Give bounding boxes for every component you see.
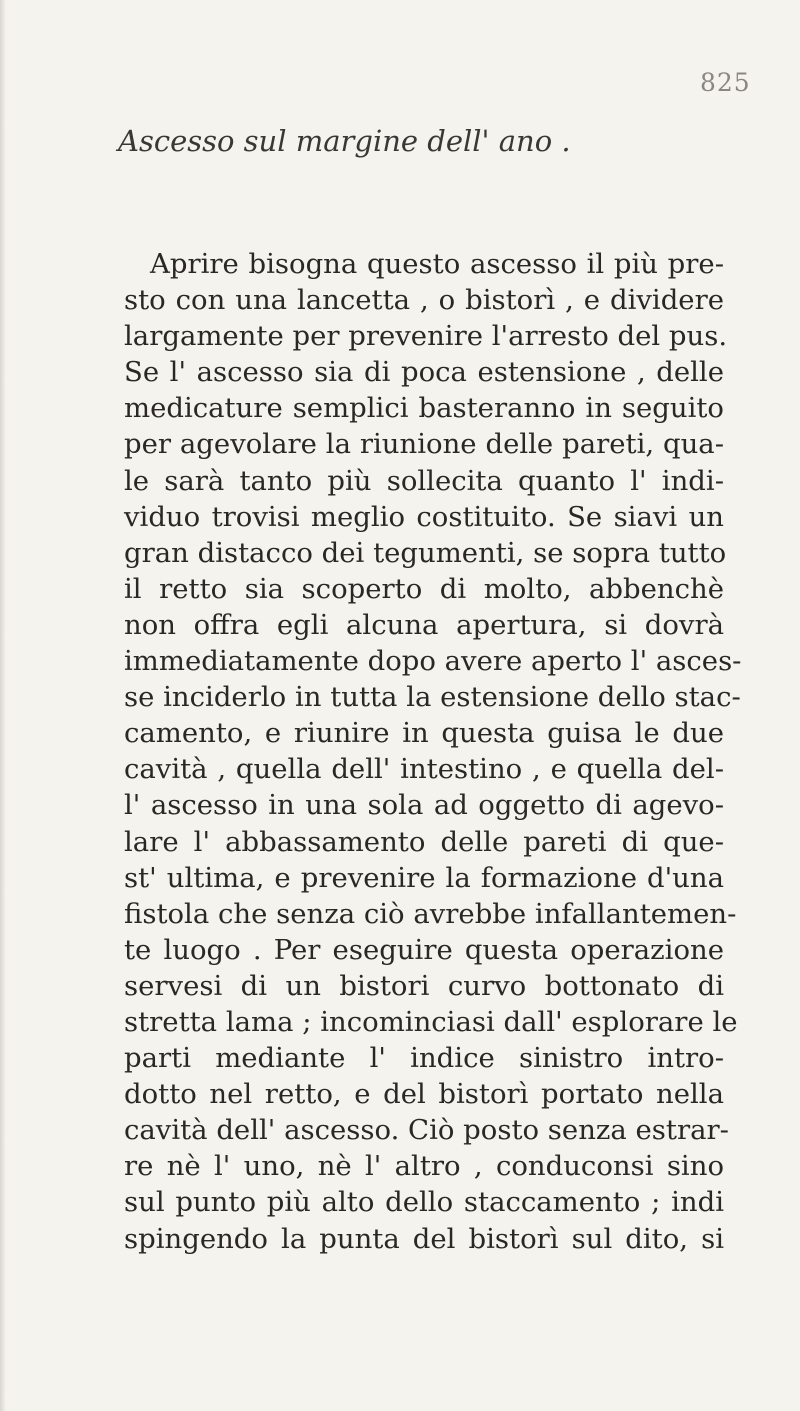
text-line: il retto sia scoperto di molto, abbenchè xyxy=(124,572,724,605)
text-line: le sarà tanto più sollecita quanto l' indi- xyxy=(124,464,724,497)
text-line: camento, e riunire in questa guisa le due xyxy=(124,717,724,750)
text-line: sul punto più alto dello staccamento ; indi xyxy=(124,1186,724,1219)
text-line: lare l' abbassamento delle pareti di que- xyxy=(124,825,724,858)
text-line: per agevolare la riunione delle pareti, qua- xyxy=(124,428,724,461)
text-line: se inciderlo in tutta la estensione dello stac- xyxy=(124,681,741,714)
text-line: spingendo la punta del bistorì sul dito, si xyxy=(124,1222,724,1255)
text-line: non offra egli alcuna apertura, si dovrà xyxy=(124,608,724,641)
page-number: 825 xyxy=(700,68,751,97)
text-line: immediatamente dopo avere aperto l' asces- xyxy=(124,645,742,678)
text-line: cavità dell' ascesso. Ciò posto senza estrar- xyxy=(124,1114,729,1147)
text-line: l' ascesso in una sola ad oggetto di agevo- xyxy=(124,789,724,822)
text-line: stretta lama ; incominciasi dall' esplorare le xyxy=(124,1005,738,1038)
text-line: largamente per prevenire l'arresto del pus. xyxy=(124,320,728,353)
text-line: servesi di un bistori curvo bottonato di xyxy=(124,969,724,1002)
text-line: fistola che senza ciò avrebbe infallantemen- xyxy=(124,897,737,930)
text-line: te luogo . Per eseguire questa operazione xyxy=(124,933,724,966)
text-line: st' ultima, e prevenire la formazione d'una xyxy=(124,861,724,894)
text-line: parti mediante l' indice sinistro intro- xyxy=(124,1042,724,1075)
text-line: sto con una lancetta , o bistorì , e dividere xyxy=(124,284,724,317)
text-line: gran distacco dei tegumenti, se sopra tutto xyxy=(124,536,727,569)
text-line: Se l' ascesso sia di poca estensione , delle xyxy=(124,356,724,389)
page-edge-shadow xyxy=(0,0,6,1411)
text-line: Aprire bisogna questo ascesso il più pre- xyxy=(150,248,724,280)
body-paragraph xyxy=(124,246,742,1257)
text-line: re nè l' uno, nè l' altro , conduconsi sino xyxy=(124,1150,724,1183)
text-line: dotto nel retto, e del bistorì portato nella xyxy=(124,1078,724,1111)
text-line: viduo trovisi meglio costituito. Se siavi un xyxy=(124,500,724,533)
text-line: cavità , quella dell' intestino , e quella del- xyxy=(124,753,724,786)
section-title: Ascesso sul margine dell' ano . xyxy=(118,124,571,158)
text-line: medicature semplici basteranno in seguito xyxy=(124,392,724,425)
